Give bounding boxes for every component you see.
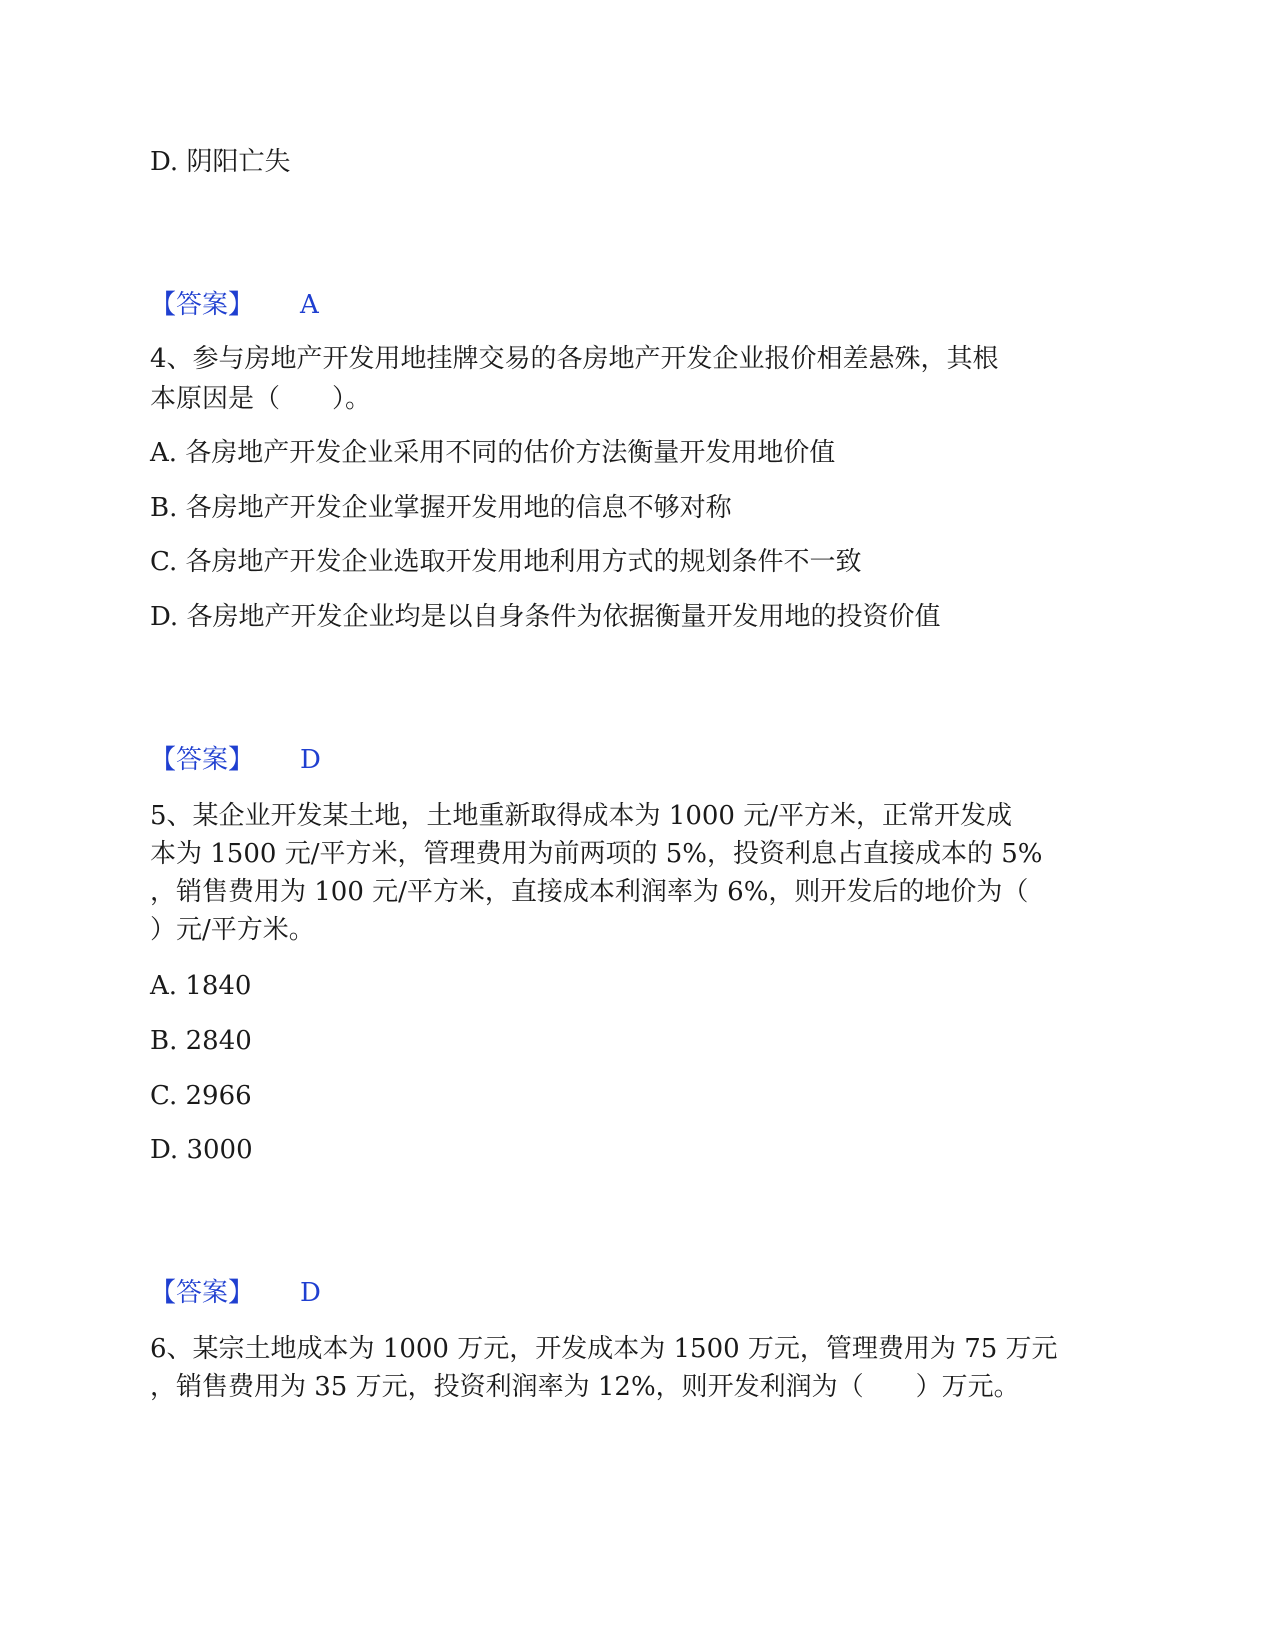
q5-answer bbox=[150, 1274, 321, 1312]
q4-option-d: D. 各房地产开发企业均是以自身条件为依据衡量开发用地的投资价值 bbox=[150, 602, 941, 632]
q4-stem-line2: 本原因是（ ）。 bbox=[150, 384, 372, 414]
q3-option-d: D. 阴阳亡失 bbox=[150, 147, 291, 177]
q6-stem-line1: 6、某宗土地成本为 1000 万元，开发成本为 1500 万元，管理费用为 75 万元 bbox=[150, 1334, 1058, 1364]
q5-stem-line3: ，销售费用为 100 元/平方米，直接成本利润率为 6%，则开发后的地价为（ bbox=[150, 877, 1029, 907]
q3-answer bbox=[150, 286, 319, 324]
q4-stem-line1: 4、参与房地产开发用地挂牌交易的各房地产开发企业报价相差悬殊，其根 bbox=[150, 344, 999, 374]
q5-stem-line2: 本为 1500 元/平方米，管理费用为前两项的 5%，投资利息占直接成本的 5% bbox=[150, 839, 1043, 869]
q5-option-d: D. 3000 bbox=[150, 1135, 253, 1165]
q6-stem-line2: ，销售费用为 35 万元，投资利润率为 12%，则开发利润为（ ）万元。 bbox=[150, 1372, 1020, 1402]
q4-option-a: A. 各房地产开发企业采用不同的估价方法衡量开发用地价值 bbox=[150, 438, 836, 468]
q5-option-c: C. 2966 bbox=[150, 1081, 252, 1111]
answer-label: 【答案】 bbox=[150, 745, 255, 775]
answer-value: D bbox=[300, 1278, 321, 1308]
answer-value: D bbox=[300, 745, 321, 775]
q4-option-c: C. 各房地产开发企业选取开发用地利用方式的规划条件不一致 bbox=[150, 547, 862, 577]
answer-value: A bbox=[300, 290, 319, 320]
q5-option-b: B. 2840 bbox=[150, 1026, 252, 1056]
q4-answer bbox=[150, 741, 321, 779]
q5-option-a: A. 1840 bbox=[150, 971, 252, 1001]
answer-label: 【答案】 bbox=[150, 290, 255, 320]
answer-label: 【答案】 bbox=[150, 1278, 255, 1308]
q5-stem-line1: 5、某企业开发某土地，土地重新取得成本为 1000 元/平方米，正常开发成 bbox=[150, 801, 1012, 831]
q5-stem-line4: ）元/平方米。 bbox=[150, 915, 315, 945]
q4-option-b: B. 各房地产开发企业掌握开发用地的信息不够对称 bbox=[150, 493, 732, 523]
